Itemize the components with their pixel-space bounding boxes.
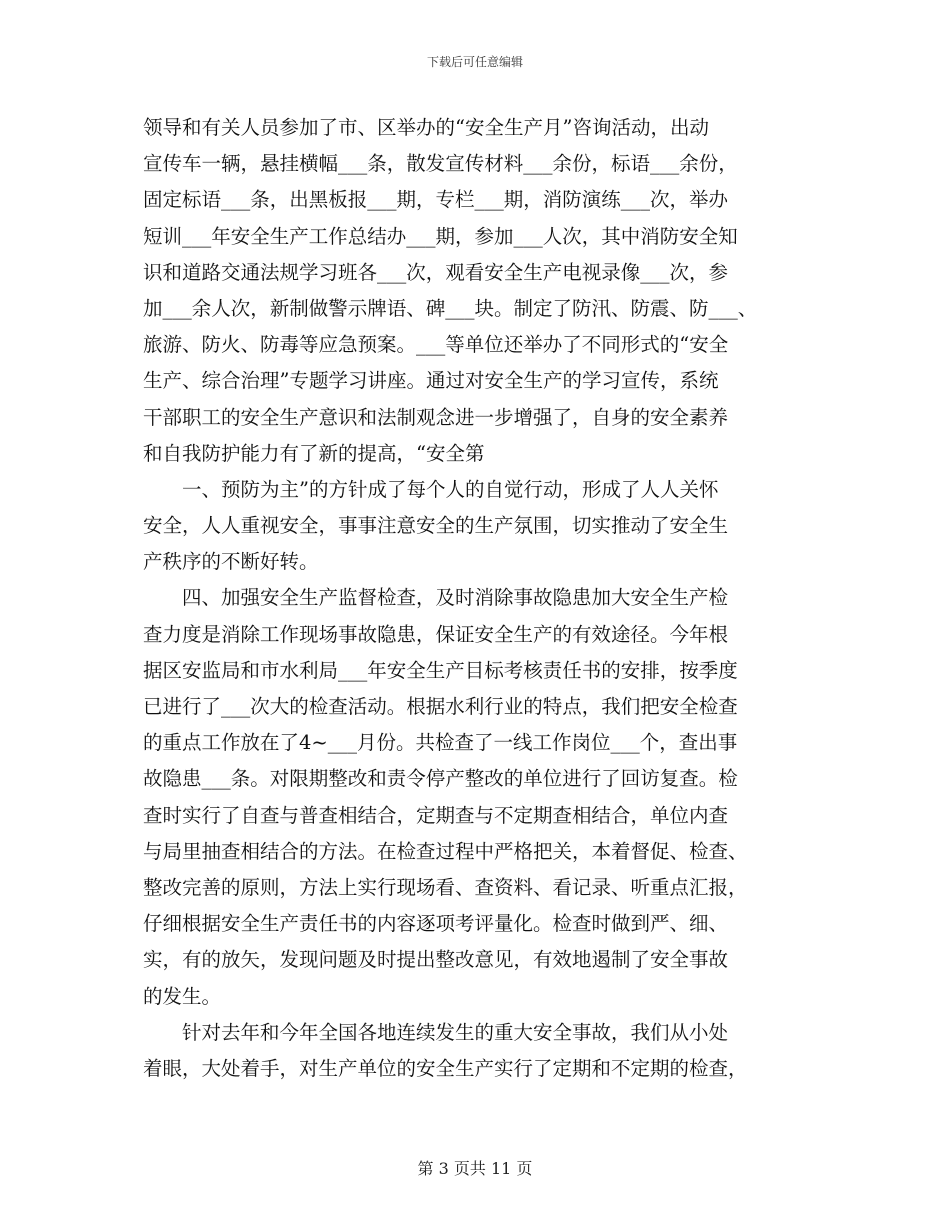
text-line: 安全，人人重视安全，事事注意安全的生产氛围，切实推动了安全生 [143,514,729,538]
text-line: 查力度是消除工作现场事故隐患，保证安全生产的有效途径。今年根 [143,622,729,646]
text-line: 与局里抽查相结合的方法。在检查过程中严格把关，本着督促、检查、 [143,839,748,863]
text-line: 的重点工作放在了4~___月份。共检查了一线工作岗位___个，查出事 [143,731,738,755]
text-line: 仔细根据安全生产责任书的内容逐项考评量化。检查时做到严、细、 [143,912,729,936]
text-line: 旅游、防火、防毒等应急预案。___等单位还举办了不同形式的“安全 [143,333,729,357]
page-header: 下载后可任意编辑 [426,55,523,69]
text-line: 生产、综合治理”专题学习讲座。通过对安全生产的学习宣传，系统 [143,369,719,393]
text-line: 和自我防护能力有了新的提高，“安全第 [143,441,485,465]
text-line: 针对去年和今年全国各地连续发生的重大安全事故，我们从小处 [182,1020,729,1044]
text-line: 短训___年安全生产工作总结办___期，参加___人次，其中消防安全知 [143,224,738,248]
text-line: 产秩序的不断好转。 [143,550,319,574]
text-line: 领导和有关人员参加了市、区举办的“安全生产月”咨询活动，出动 [143,116,709,139]
text-line: 固定标语___条，出黑板报___期，专栏___期，消防演练___次，举办 [143,188,729,212]
text-line: 查时实行了自查与普查相结合，定期查与不定期查相结合，单位内查 [143,803,729,827]
text-line: 据区安监局和市水利局___年安全生产目标考核责任书的安排，按季度 [143,658,738,682]
page-number: 第 3 页共 11 页 [417,1159,533,1178]
text-line: 整改完善的原则，方法上实行现场看、查资料、看记录、听重点汇报， [143,875,748,899]
text-line: 一、预防为主”的方针成了每个人的自觉行动，形成了人人关怀 [182,477,719,501]
text-line: 识和道路交通法规学习班各___次，观看安全生产电视录像___次，参 [143,260,729,284]
text-line: 故隐患___条。对限期整改和责令停产整改的单位进行了回访复查。检 [143,767,738,791]
text-line: 的发生。 [143,984,222,1008]
text-line: 加___余人次，新制做警示牌语、碑___块。制定了防汛、防震、防___、 [143,296,758,320]
text-line: 宣传车一辆，悬挂横幅___条，散发宣传材料___余份，标语___余份， [143,152,738,176]
text-line: 干部职工的安全生产意识和法制观念进一步增强了，自身的安全素养 [143,405,729,429]
document-body [143,110,811,1087]
text-line: 四、加强安全生产监督检查，及时消除事故隐患加大安全生产检 [182,586,729,610]
text-line: 着眼，大处着手，对生产单位的安全生产实行了定期和不定期的检查， [143,1056,748,1080]
text-line: 实，有的放矢，发现问题及时提出整改意见，有效地遏制了安全事故 [143,948,729,972]
text-line: 已进行了___次大的检查活动。根据水利行业的特点，我们把安全检查 [143,695,738,718]
